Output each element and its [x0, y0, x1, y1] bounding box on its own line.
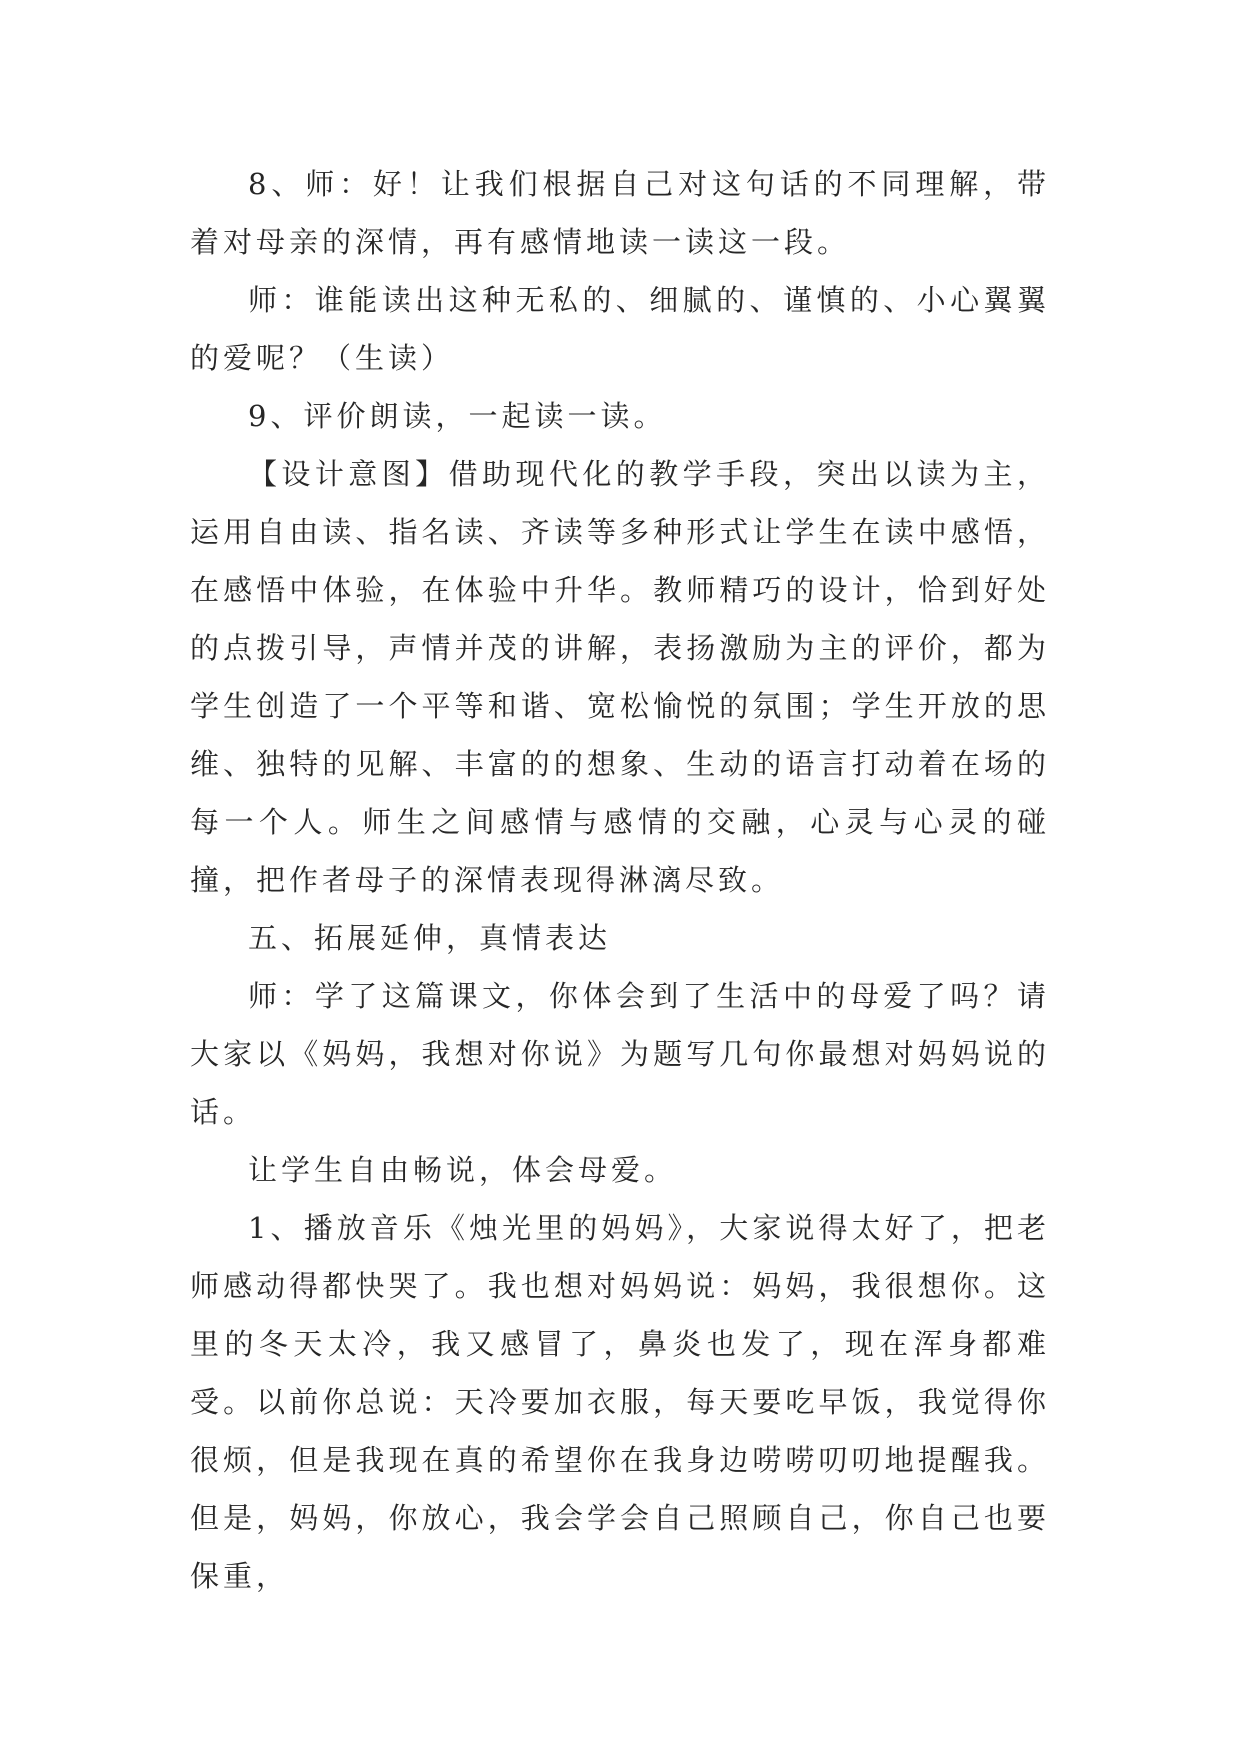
paragraph-teacher-question: 师：谁能读出这种无私的、细腻的、谨慎的、小心翼翼的爱呢？（生读）: [190, 283, 1050, 375]
paragraph-teacher-writing-task: 师：学了这篇课文，你体会到了生活中的母爱了吗？请大家以《妈妈，我想对你说》为题写几句你最想对妈妈说的话。: [190, 979, 1050, 1129]
paragraph-evaluation-reading: 9、评价朗读，一起读一读。: [248, 399, 667, 433]
document-page: [190, 155, 1050, 1605]
paragraph-student-sharing: 让学生自由畅说，体会母爱。: [248, 1153, 678, 1187]
paragraph-music-activity: 1、播放音乐《烛光里的妈妈》，大家说得太好了，把老师感动得都快哭了。我也想对妈妈说：妈妈，我很想你。这里的冬天太冷，我又感冒了，鼻炎也发了，现在浑身都难受。以前你总说：天冷要加衣服，每天要吃早饭，我觉得你很烦，但是我现在真的希望你在我身边唠唠叨叨地提醒我。但是，妈妈，你放心，我会学会自己照顾自己，你自己也要保重，: [190, 1211, 1050, 1593]
section-heading-extension: 五、拓展延伸，真情表达: [248, 921, 612, 955]
paragraph-teacher-reading-prompt: 8、师：好！让我们根据自己对这句话的不同理解，带着对母亲的深情，再有感情地读一读这一段。: [190, 167, 1050, 259]
paragraph-design-intent: 【设计意图】借助现代化的教学手段，突出以读为主，运用自由读、指名读、齐读等多种形式让学生在读中感悟，在感悟中体验，在体验中升华。教师精巧的设计，恰到好处的点拨引导，声情并茂的讲解，表扬激励为主的评价，都为学生创造了一个平等和谐、宽松愉悦的氛围；学生开放的思维、独特的见解、丰富的的想象、生动的语言打动着在场的每一个人。师生之间感情与感情的交融，心灵与心灵的碰撞，把作者母子的深情表现得淋漓尽致。: [190, 457, 1050, 897]
